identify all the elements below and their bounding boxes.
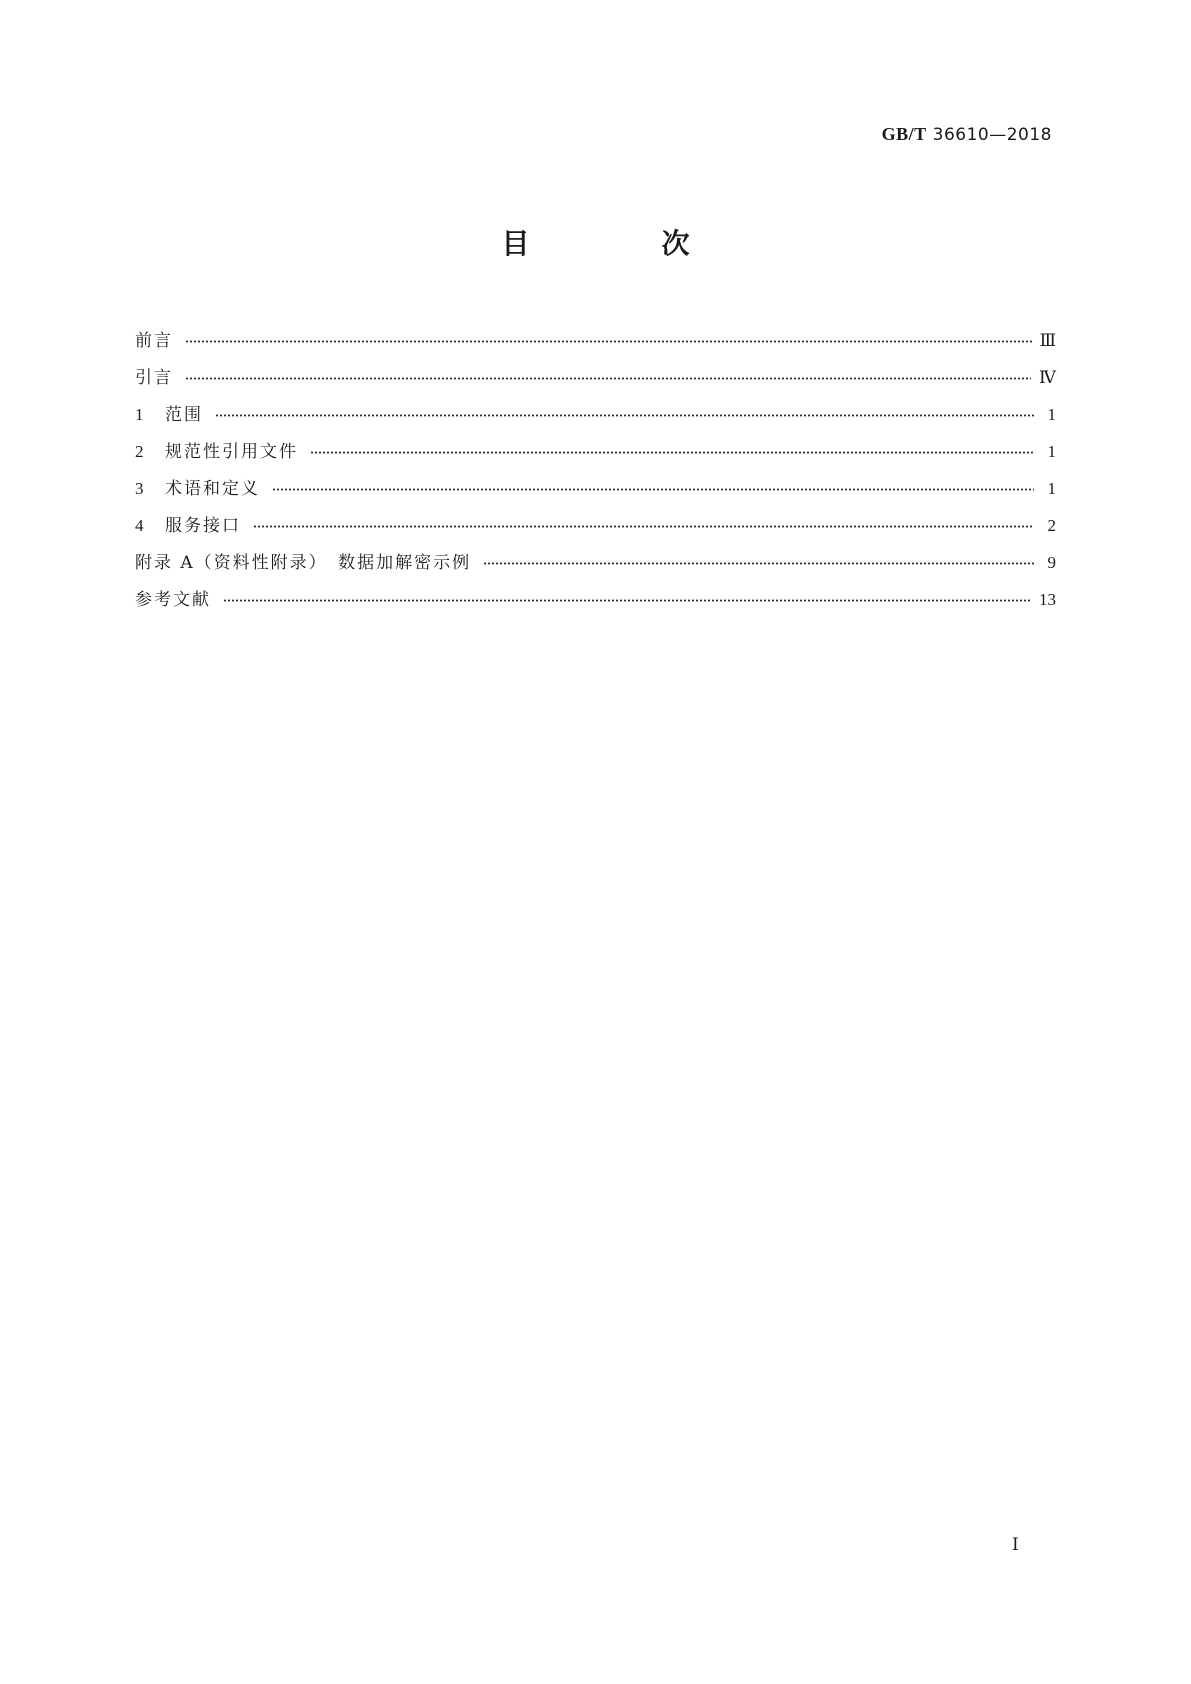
toc-entry-label: 4 服务接口 bbox=[135, 515, 241, 536]
toc-leader-dots bbox=[310, 451, 1034, 454]
page-title: 目 次 bbox=[501, 227, 742, 260]
toc-entry-terms-definitions[interactable] bbox=[135, 470, 1056, 507]
toc-entry-label: 附录 A（资料性附录） 数据加解密示例 bbox=[135, 552, 472, 573]
toc-leader-dots bbox=[185, 377, 1031, 380]
toc-leader-dots bbox=[253, 525, 1034, 528]
toc-entry-number: 1 bbox=[135, 404, 146, 424]
toc-entry-service-interface[interactable] bbox=[135, 507, 1056, 544]
toc-page-number: 1 bbox=[1047, 404, 1056, 424]
toc-entry-introduction[interactable] bbox=[135, 359, 1056, 396]
toc-page-number: 1 bbox=[1047, 478, 1056, 498]
toc-page-number: 1 bbox=[1047, 441, 1056, 461]
toc-entry-preface[interactable] bbox=[135, 322, 1056, 359]
toc-entry-label: 3 术语和定义 bbox=[135, 478, 260, 499]
toc-entry-label: 2 规范性引用文件 bbox=[135, 441, 298, 462]
toc-leader-dots bbox=[185, 340, 1032, 343]
toc-entry-label: 1 范围 bbox=[135, 404, 203, 425]
page-number: Ⅰ bbox=[1012, 1535, 1019, 1554]
toc-page-number: 13 bbox=[1039, 589, 1056, 609]
toc-entry-normative-references[interactable] bbox=[135, 433, 1056, 470]
toc-leader-dots bbox=[272, 488, 1034, 491]
toc-page-number: Ⅲ bbox=[1039, 330, 1056, 350]
toc-entry-scope[interactable] bbox=[135, 396, 1056, 433]
standard-number: 36610—2018 bbox=[932, 125, 1052, 145]
toc-entry-label: 前言 bbox=[135, 330, 173, 351]
toc-leader-dots bbox=[223, 599, 1031, 602]
toc-entry-number: 3 bbox=[135, 478, 146, 498]
table-of-contents bbox=[135, 322, 1056, 618]
toc-leader-dots bbox=[215, 414, 1034, 417]
toc-entry-number: 4 bbox=[135, 515, 146, 535]
toc-entry-appendix-a[interactable] bbox=[135, 544, 1056, 581]
toc-leader-dots bbox=[483, 562, 1034, 565]
toc-page-number: 9 bbox=[1047, 552, 1056, 572]
toc-page-number: 2 bbox=[1047, 515, 1056, 535]
standard-code: GB/T bbox=[881, 124, 927, 144]
toc-entry-number: 2 bbox=[135, 441, 146, 461]
toc-entry-bibliography[interactable] bbox=[135, 581, 1056, 618]
page-header bbox=[882, 124, 1052, 145]
toc-entry-label: 参考文献 bbox=[135, 589, 211, 610]
toc-entry-label: 引言 bbox=[135, 367, 173, 388]
toc-page-number: Ⅳ bbox=[1039, 367, 1056, 387]
